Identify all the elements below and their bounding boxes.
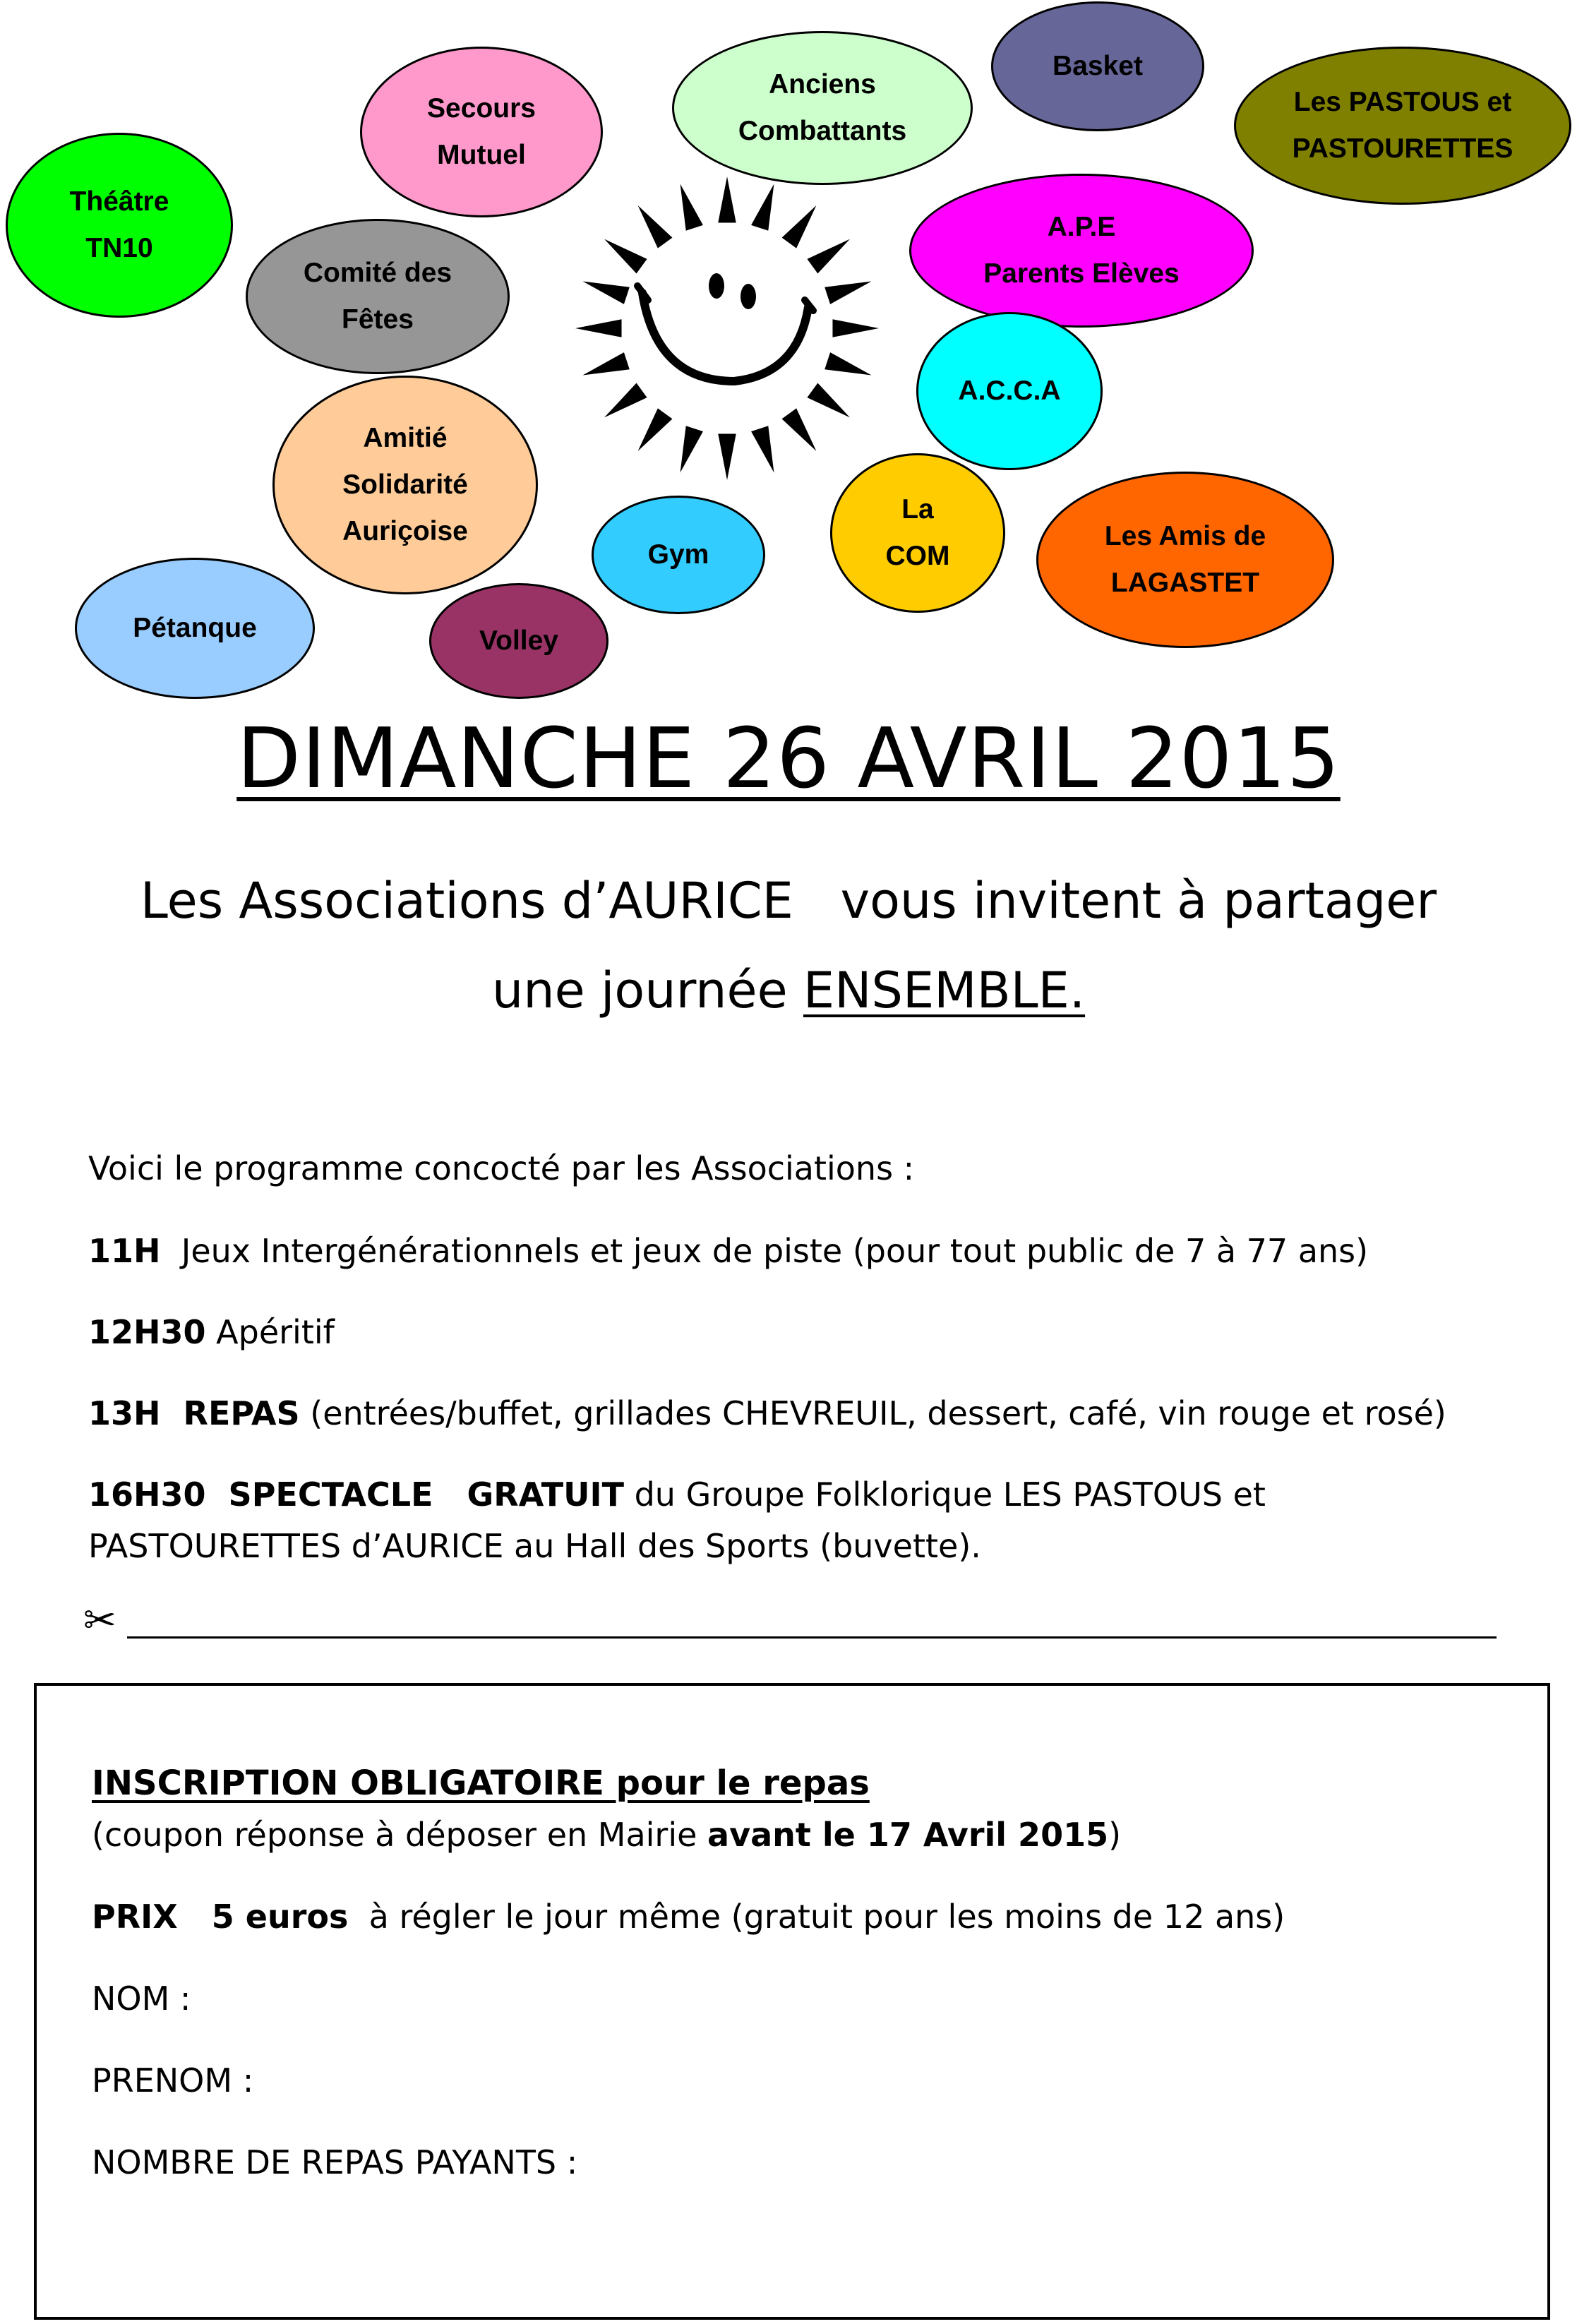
- deposit-deadline: avant le 17 Avril 2015: [707, 1816, 1109, 1854]
- program-item-16h30: [88, 1475, 1266, 1514]
- sun-ray: [751, 426, 774, 472]
- association-name-line: TN10: [85, 233, 153, 263]
- association-name-line: Volley: [479, 625, 558, 656]
- program-time: 13H: [88, 1394, 161, 1432]
- coupon-price: [92, 1898, 1285, 1936]
- scissors-icon: ✂: [83, 1598, 116, 1643]
- intro-line-2: [0, 962, 1577, 1019]
- bubble-gym: [592, 496, 765, 614]
- coupon-heading: INSCRIPTION OBLIGATOIRE pour le repas: [92, 1763, 870, 1803]
- sun-ray: [604, 383, 647, 418]
- association-name-line: Fêtes: [342, 304, 414, 335]
- association-name-line: PASTOURETTES: [1292, 133, 1513, 164]
- program-time: 12H30: [88, 1313, 206, 1351]
- association-name-line: Comité des: [303, 257, 452, 288]
- bubble-amitie: [272, 376, 538, 594]
- association-name-line: Basket: [1053, 50, 1143, 81]
- event-title: DIMANCHE 26 AVRIL 2015: [236, 709, 1341, 807]
- sun-ray: [575, 319, 622, 337]
- association-name-line: Les Amis de: [1104, 520, 1266, 551]
- smiling-sun-icon: [536, 169, 918, 480]
- program-label: REPAS: [160, 1394, 300, 1432]
- association-name-line: Auriçoise: [342, 516, 468, 547]
- intro-line-2-text: une journée: [491, 962, 803, 1019]
- program-continuation: PASTOURETTES d’AURICE au Hall des Sports (buvette).: [88, 1527, 981, 1565]
- deposit-close: ): [1108, 1816, 1122, 1854]
- association-name-line: Gym: [647, 539, 709, 570]
- association-name-line: Combattants: [738, 116, 907, 146]
- association-name-line: Parents Elèves: [983, 258, 1180, 289]
- association-name-line: Théâtre: [69, 186, 169, 217]
- sun-ray: [718, 176, 736, 223]
- repas-field-label: NOMBRE DE REPAS PAYANTS :: [92, 2143, 578, 2181]
- association-name-line: Solidarité: [342, 469, 468, 500]
- association-name-line: LAGASTET: [1110, 568, 1260, 598]
- sun-ray: [782, 205, 817, 248]
- sun-ray: [638, 408, 673, 451]
- association-name-line: COM: [885, 541, 950, 571]
- sun-ray: [638, 205, 673, 248]
- program-text: Jeux Intergénérationnels et jeux de piste (pour tout public de 7 à 77 ans): [160, 1232, 1369, 1270]
- sun-ray: [718, 433, 736, 480]
- sun-ray: [583, 352, 630, 375]
- association-name-line: Anciens: [769, 68, 876, 100]
- association-name-line: La: [901, 493, 934, 525]
- prenom-field-label: PRENOM :: [92, 2061, 254, 2100]
- bubble-petanque: [75, 558, 315, 699]
- association-name-line: A.P.E: [1047, 211, 1116, 242]
- association-name-line: Amitié: [363, 422, 448, 453]
- bubble-basket: [991, 1, 1204, 131]
- sun-ray: [825, 352, 871, 375]
- bubble-theatre: [6, 133, 233, 318]
- sun-ray: [807, 383, 850, 418]
- bubble-ape: [909, 174, 1254, 328]
- program-item-11h: [88, 1232, 1368, 1270]
- nom-field-label: NOM :: [92, 1979, 191, 2018]
- program-text: (entrées/buffet, grillades CHEVREUIL, dessert, café, vin rouge et rosé): [299, 1394, 1446, 1432]
- sun-ray: [751, 184, 774, 231]
- program-lead: Voici le programme concocté par les Associations :: [88, 1149, 915, 1187]
- association-name-line: Les PASTOUS et: [1293, 86, 1512, 117]
- sun-ray: [583, 282, 630, 304]
- intro-line-1: Les Associations d’AURICE vous invitent à partager: [140, 872, 1437, 930]
- bubble-acca: [916, 312, 1103, 470]
- sun-ray: [680, 426, 703, 472]
- association-name-line: A.C.C.A: [958, 375, 1061, 406]
- sun-ray: [832, 319, 879, 337]
- program-text: du Groupe Folklorique LES PASTOUS et: [623, 1475, 1266, 1514]
- ensemble-emphasis: ENSEMBLE.: [803, 962, 1086, 1019]
- program-item-13h: [88, 1394, 1446, 1432]
- sun-ray: [604, 239, 647, 274]
- sun-ray: [807, 239, 850, 274]
- program-time: 11H: [88, 1232, 161, 1270]
- association-name-line: Pétanque: [133, 612, 257, 643]
- bubble-pastous: [1234, 47, 1571, 205]
- program-item-12h30: [88, 1313, 335, 1351]
- bubble-anciens-combattants: [672, 31, 973, 185]
- bubble-comite-des-fetes: [246, 219, 510, 374]
- price-text: à régler le jour même (gratuit pour les moins de 12 ans): [348, 1898, 1285, 1936]
- bubble-volley: [429, 583, 608, 699]
- program-label: SPECTACLE GRATUIT: [205, 1475, 624, 1514]
- registration-coupon: [34, 1683, 1550, 2320]
- program-time: 16H30: [88, 1475, 206, 1514]
- sun-ray: [782, 408, 817, 451]
- sun-ray: [680, 184, 703, 231]
- deposit-text: (coupon réponse à déposer en Mairie: [92, 1816, 708, 1854]
- coupon-deposit: [92, 1816, 1121, 1854]
- price-amount: PRIX 5 euros: [92, 1898, 349, 1936]
- sun-ray: [825, 282, 871, 304]
- association-name-line: Mutuel: [437, 140, 526, 170]
- program-text: Apéritif: [205, 1313, 335, 1351]
- cut-line: [127, 1636, 1497, 1639]
- association-name-line: Secours: [427, 92, 536, 124]
- bubble-lagastet: [1036, 472, 1334, 648]
